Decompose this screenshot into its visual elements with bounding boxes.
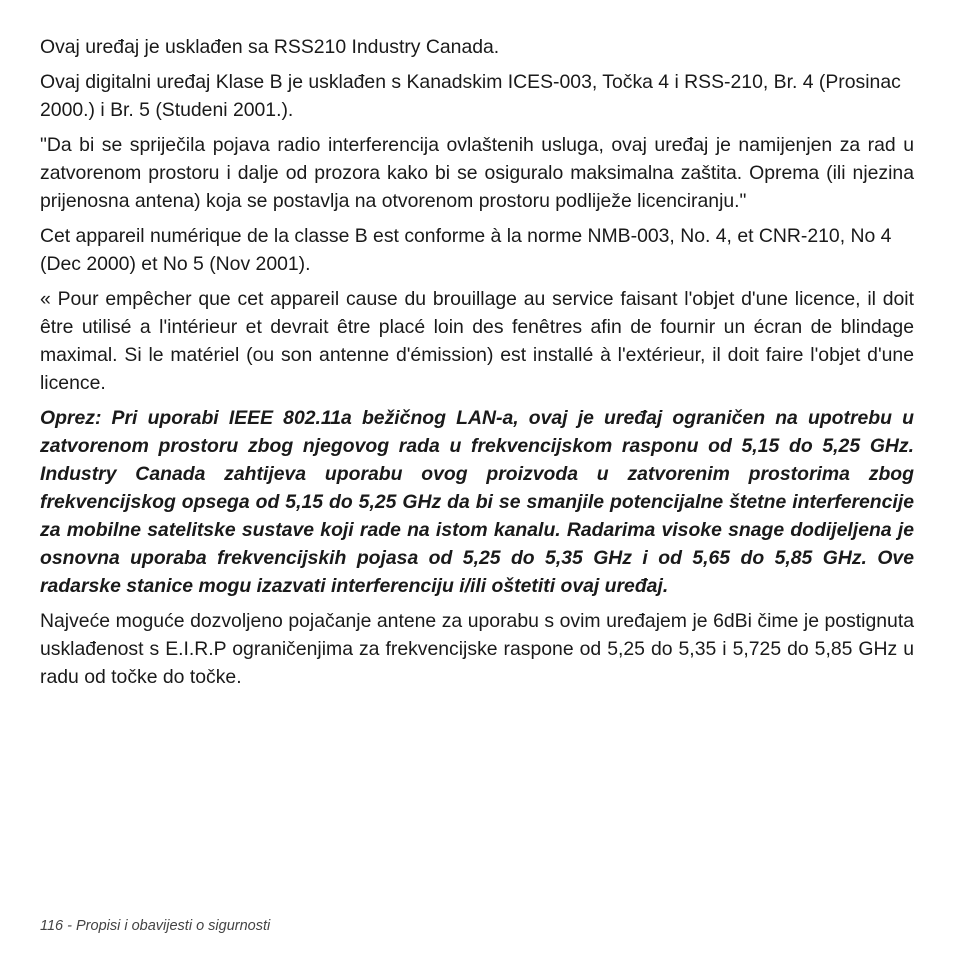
paragraph-rss210-compliance: Ovaj uređaj je usklađen sa RSS210 Industry Canada. (40, 36, 500, 58)
paragraph-licensing-notice-fr: « Pour empêcher que cet appareil cause du brouillage au service faisant l'objet d'une licence, il doit être utilisé a l'intérieur et devrait être placé loin des fenêtres afin de fournir un écran de blindage maximal. Si le matériel (ou son antenne d'émission) est installé à l'extérieur, il doit faire l'objet d'une licence. (40, 288, 914, 394)
page-footer: 116 - Propisi i obavijesti o sigurnosti (40, 918, 271, 934)
paragraph-caution-80211a: Oprez: Pri uporabi IEEE 802.11a bežičnog LAN-a, ovaj je uređaj ograničen na upotrebu u zatvorenom prostoru zbog njegovog rada u frekvencijskom rasponu od 5,15 do 5,25 GHz. Industry Canada zahtijeva uporabu ovog proizvoda u zatvorenim prostorima zbog frekvencijskog opsega od 5,15 do 5,25 GHz da bi se smanjile potencijalne štetne interferencije za mobilne satelitske sustave koji rade na istom kanalu. Radarima visoke snage dodijeljena je osnovna uporaba frekvencijskih pojasa od 5,25 do 5,35 GHz i od 5,65 do 5,85 GHz. Ove radarske stanice mogu izazvati interferenciju i/ili oštetiti ovaj uređaj. (40, 407, 914, 597)
paragraph-ices003-compliance: Ovaj digitalni uređaj Klase B je usklađen s Kanadskim ICES-003, Točka 4 i RSS-210, Br. 4 (Prosinac 2000.) i Br. 5 (Studeni 2001.). (40, 71, 901, 121)
paragraph-licensing-notice-hr: "Da bi se spriječila pojava radio interferencija ovlaštenih usluga, ovaj uređaj je namijenjen za rad u zatvorenom prostoru i dalje od prozora kako bi se osiguralo maksimalna zaštita. Oprema (ili njezina prijenosna antena) koja se postavlja na otvorenom prostoru podliježe licenciranju." (40, 134, 914, 212)
document-body (40, 33, 914, 698)
paragraph-antenna-gain: Najveće moguće dozvoljeno pojačanje antene za uporabu s ovim uređajem je 6dBi čime je postignuta usklađenost s E.I.R.P ograničenjima za frekvencijske raspone od 5,25 do 5,35 i 5,725 do 5,85 GHz u radu od točke do točke. (40, 610, 914, 688)
paragraph-nmb003-compliance-fr: Cet appareil numérique de la classe B est conforme à la norme NMB-003, No. 4, et CNR-210, No 4 (Dec 2000) et No 5 (Nov 2001). (40, 225, 892, 275)
